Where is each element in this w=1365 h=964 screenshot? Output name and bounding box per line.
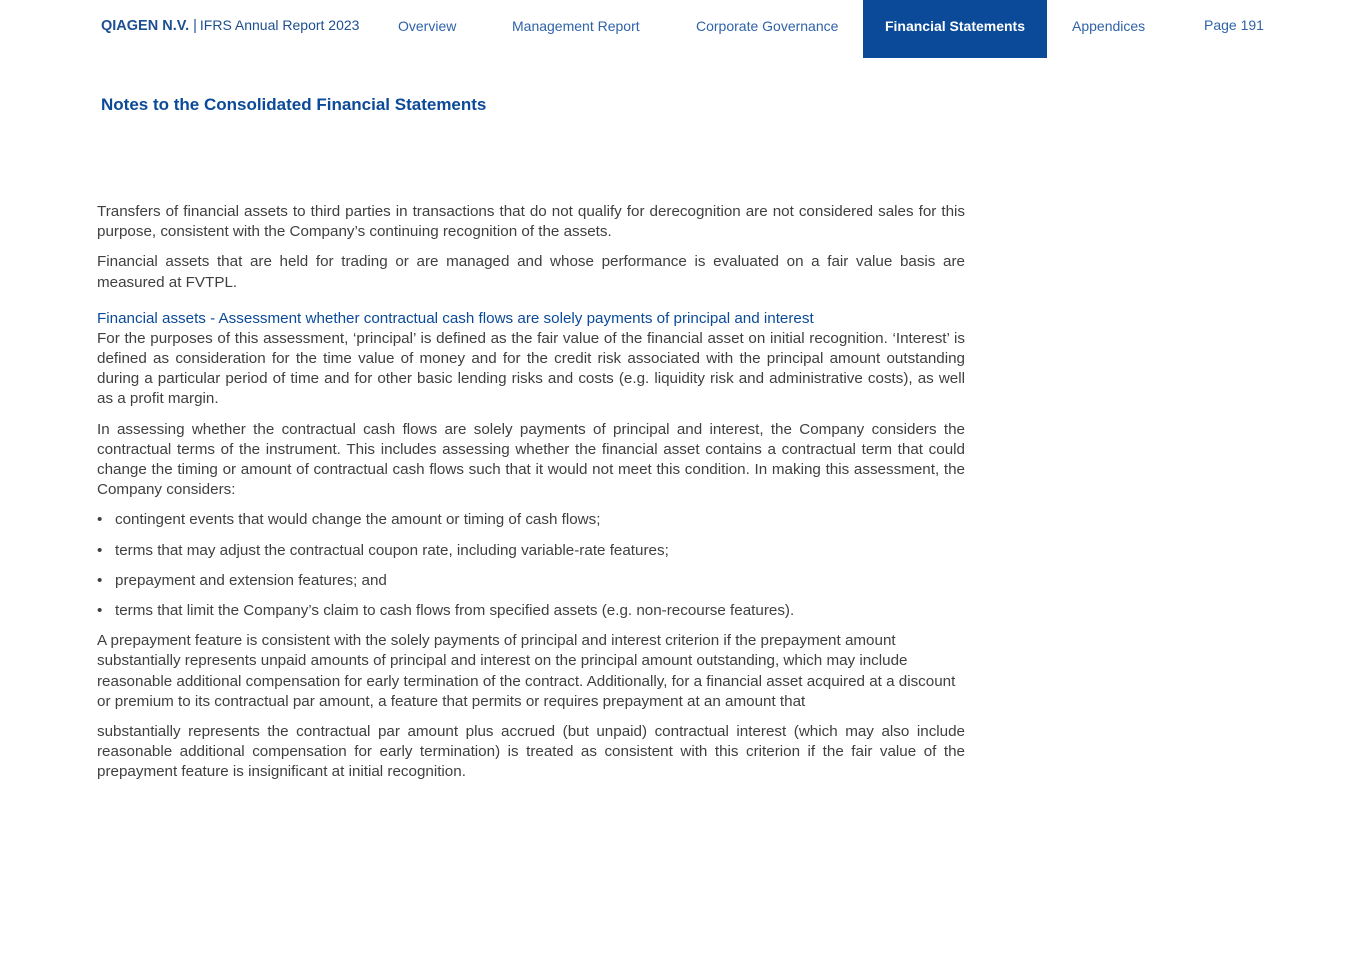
paragraph-principal-interest-definition: For the purposes of this assessment, ‘principal’ is defined as the fair value of the financial asset on initial recognition. ‘Interest’ is defined as consideration for the time value of money and for the credit risk associated with the principal amount outstanding during a particular period of time and for other basic lending risks and costs (e.g. liquidity risk and administrative costs), as well as a profit margin. (97, 329, 965, 408)
nav-financial-statements[interactable]: Financial Statements (863, 0, 1047, 58)
paragraph-fvtpl: Financial assets that are held for trading or are managed and whose performance is evaluated on a fair value basis are measured at FVTPL. (97, 253, 965, 291)
paragraph-assessment-considerations: In assessing whether the contractual cash flows are solely payments of principal and interest, the Company considers the contractual terms of the instrument. This includes assessing whether the financial asset contains a contractual term that could change the timing or amount of contractual cash flows such that it would not meet this condition. In making this assessment, the Company considers: (97, 420, 965, 499)
list-item (97, 541, 965, 561)
paragraph-derecognition: Transfers of financial assets to third parties in transactions that do not qualify for derecognition are not considered sales for this purpose, consistent with the Company’s continuing recognition of the assets. (97, 203, 965, 241)
top-navigation-bar (0, 0, 1365, 58)
list-item (97, 510, 965, 530)
bullet-icon: • (97, 571, 103, 589)
bullet-icon: • (97, 602, 103, 620)
company-name: QIAGEN N.V. (101, 18, 190, 34)
report-brand (101, 17, 359, 34)
nav-appendices[interactable]: Appendices (1072, 18, 1146, 34)
list-item-text: terms that limit the Company’s claim to cash flows from specified assets (e.g. non-recourse features). (115, 602, 795, 620)
paragraph-prepayment-feature: A prepayment feature is consistent with the solely payments of principal and interest criterion if the prepayment amount substantially represents unpaid amounts of principal and interest on the principal amount outstanding, which may include reasonable additional compensation for early termination of the contract. Additionally, for a financial asset acquired at a discount or premium to its contractual par amount, a feature that permits or requires prepayment at an amount that (97, 632, 956, 710)
subheading-sppi-assessment: Financial assets - Assessment whether contractual cash flows are solely payments of principal and interest (97, 309, 814, 327)
nav-overview[interactable]: Overview (398, 18, 457, 34)
nav-corporate-governance[interactable]: Corporate Governance (696, 18, 839, 34)
brand-separator: | (193, 18, 197, 34)
list-item (97, 571, 965, 591)
document-body (97, 202, 965, 793)
paragraph-prepayment-continued: substantially represents the contractual par amount plus accrued (but unpaid) contractual interest (which may also include reasonable additional compensation for early termination) is treated as consistent with this criterion if the fair value of the prepayment feature is insignificant at initial recognition. (97, 723, 965, 781)
list-item-text: prepayment and extension features; and (115, 571, 387, 589)
considerations-list (97, 510, 965, 621)
report-title: IFRS Annual Report 2023 (199, 17, 360, 33)
page-number: Page 191 (1204, 17, 1264, 33)
nav-management-report[interactable]: Management Report (512, 18, 640, 34)
list-item (97, 601, 965, 621)
section-title: Notes to the Consolidated Financial Statements (101, 95, 487, 114)
bullet-icon: • (97, 541, 103, 559)
list-item-text: terms that may adjust the contractual coupon rate, including variable-rate features; (115, 541, 669, 559)
list-item-text: contingent events that would change the amount or timing of cash flows; (115, 511, 601, 529)
bullet-icon: • (97, 511, 103, 529)
